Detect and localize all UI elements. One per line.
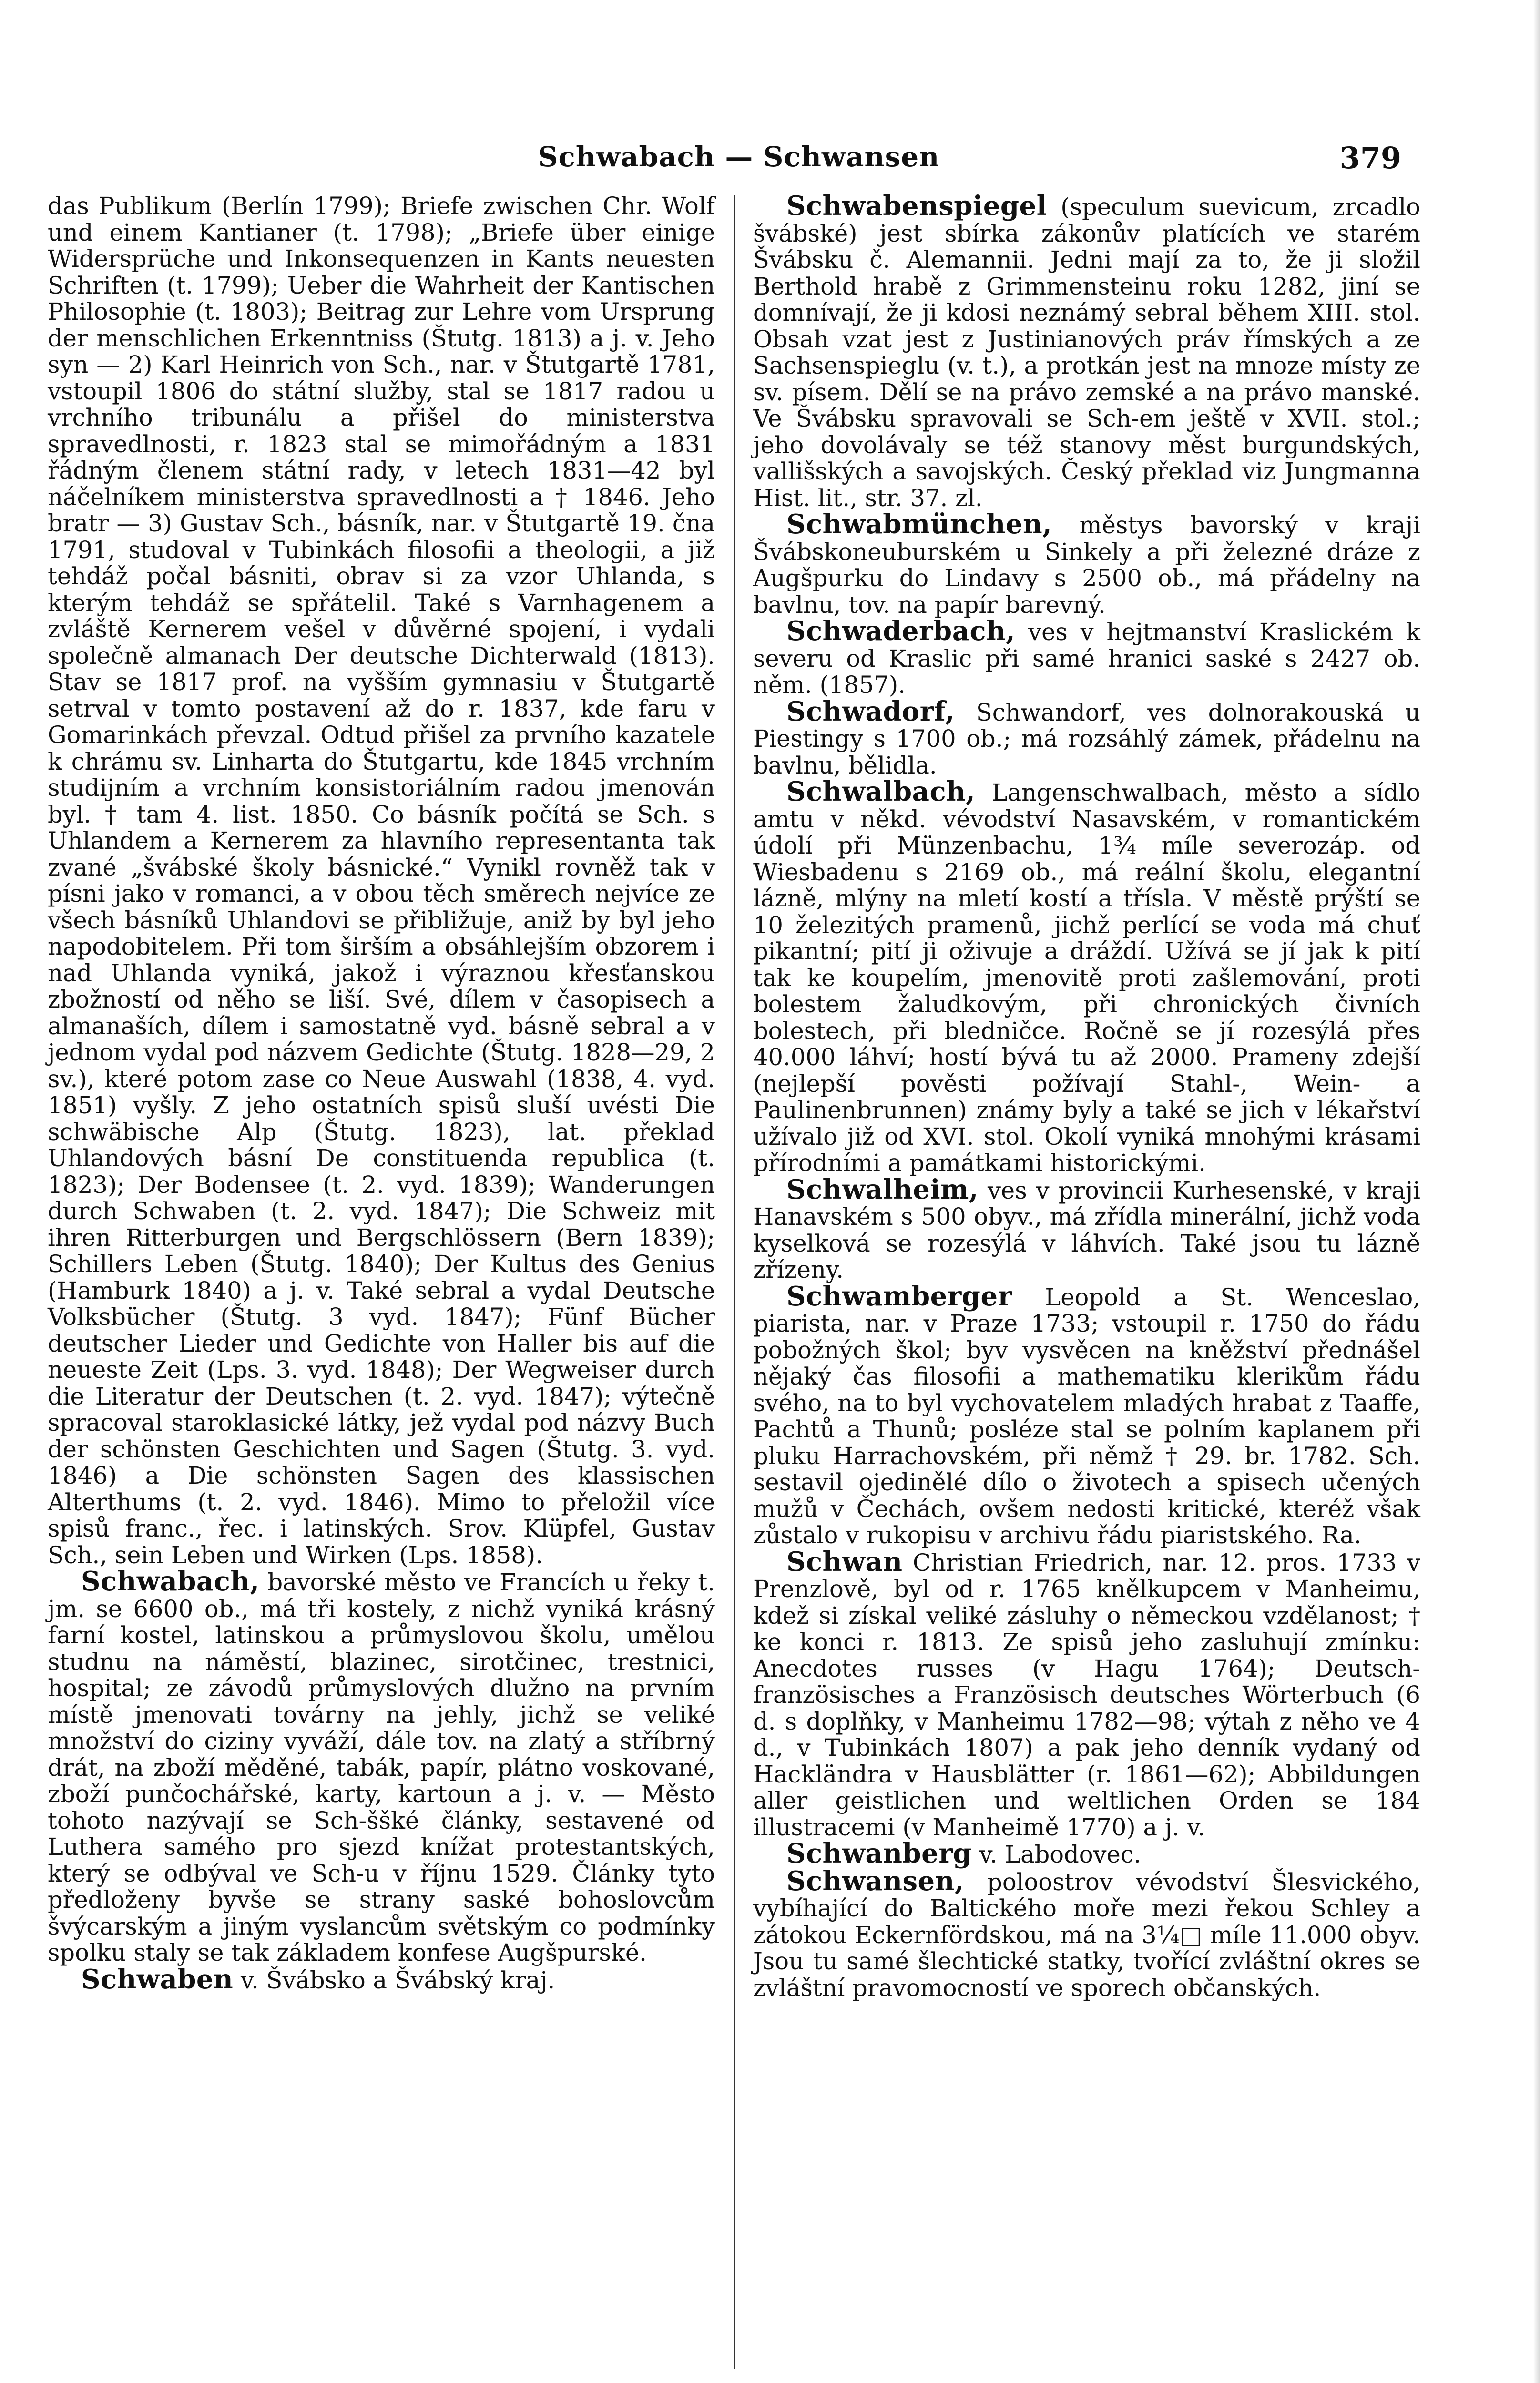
entry-text: poloostrov vévodství Šlesvického, vybíhající do Baltického moře mezi řekou Schley a zátokou Eckernfördskou, má na 3¼□ míle 11.000 obyv. Jsou tu samé šlechtické statky, tvořící zvláštní okres se zvláštní pravomocností ve sporech občanských. [753,1868,1420,2002]
dictionary-entry [753,511,1420,618]
entry-headword: Schwabach, [81,1566,260,1597]
entry-continuation [48,193,715,1568]
entry-headword: Schwan [786,1546,903,1578]
dictionary-entry [753,615,1420,699]
entry-text: Leopold a St. Wenceslao, piarista, nar. v Praze 1733; vstoupil r. 1750 do řádu pobožných škol; byv vysvěcen na kněžství přednášel nějaký čas filosofii a mathematiku klerikům řádu svého, na to byl vychovatelem mladých hrabat z Taaffe, Pachtů a Thunů; posléze stal se polním kaplanem při pluku Harrachovském, při němž † 29. br. 1782. Sch. sestavil ojedinělé dílo o životech a spisech učených mužů v Čechách, ovšem nedosti kritické, kteréž však zůstalo v rukopisu v archivu řádu piaristského. Ra. [753,1283,1420,1549]
entry-text: Schwandorf, ves dolnorakouská u Piestingy s 1700 ob.; má rozsáhlý zámek, přádelnu na bavlnu, bělidla. [753,698,1420,779]
entry-headword: Schwamberger [786,1280,1012,1312]
left-column [48,193,715,1994]
entry-headword: Schwaben [81,1963,234,1995]
entry-headword: Schwalheim, [786,1173,979,1205]
column-divider [734,195,735,2369]
page-header [76,141,1401,188]
dictionary-entry [48,1963,715,1995]
entry-headword: Schwansen, [786,1865,964,1897]
dictionary-entry [753,695,1420,779]
entry-text: městys bavorský v kraji Švábskoneuburském u Sinkely a při železné dráze z Augšpurku do Lindavy s 2500 ob., má přádelny na bavlnu, tov. na papír barevný. [753,511,1420,619]
right-column [753,190,1420,2002]
entry-headword: Schwanberg [786,1838,972,1869]
entry-text: das Publikum (Berlín 1799); Briefe zwischen Chr. Wolf und einem Kantianer (t. 1798); „Briefe über einige Widersprüche und Inkonsequenzen in Kants neuesten Schriften (t. 1799); Ueber die Wahrheit der Kantischen Philosophie (t. 1803); Beitrag zur Lehre vom Ursprung der menschlichen Erkenntniss (Štutg. 1813) a j. v. Jeho syn — 2) Karl Heinrich von Sch., nar. v Štutgartě 1781, vstoupil 1806 do státní služby, stal se 1817 radou u vrchního tribunálu a přišel do ministerstva spravedlnosti, r. 1823 stal se mimořádným a 1831 řádným členem státní rady, v letech 1831—42 byl náčelníkem ministerstva spravedlnosti a † 1846. Jeho bratr — 3) Gustav Sch., básník, nar. v Štutgartě 19. čna 1791, studoval v Tubinkách filosofii a theologii, a již tehdáž počal básniti, obrav si za vzor Uhlanda, s kterým tehdáž se spřátelil. Také s Varnhagenem a zvláště Kernerem vešel v důvěrné spojení, i vydali společně almanach Der deutsche Dichterwald (1813). Stav se 1817 prof. na vyšším gymnasiu v Štutgartě setrval v tomto postavení až do r. 1837, kde faru v Gomarinkách převzal. Odtud přišel za prvního kazatele k chrámu sv. Linharta do Štutgartu, kde 1845 vrchním studijním a vrchním konsistoriálním radou jmenován byl. † tam 4. list. 1850. Co básník počítá se Sch. s Uhlandem a Kernerem za hlavního representanta tak zvané „švábské školy básnické.“ Vynikl rovněž tak v písni jako v romanci, a v obou těch směrech nejvíce ze všech básníků Uhlandovi se přibližuje, aniž by byl jeho napodobitelem. Při tom širším a obsáhlejším obzorem i nad Uhlanda vyniká, jakož i výraznou křesťanskou zbožností od něho se liší. Své, dílem v časopisech a almanaších, dílem i samostatně vyd. básně sebral a v jednom vydal pod názvem Gedichte (Štutg. 1828—29, 2 sv.), které potom zase co Neue Auswahl (1838, 4. vyd. 1851) vyšly. Z jeho ostatních spisů sluší uvésti Die schwäbische Alp (Štutg. 1823), lat. překlad Uhlandových básní De constituenda republica (t. 1823); Der Bodensee (t. 2. vyd. 1839); Wanderungen durch Schwaben (t. 2. vyd. 1847); Die Schweiz mit ihren Ritterburgen und Bergschlössern (Bern 1839); Schillers Leben (Štutg. 1840); Der Kultus des Genius (Hamburk 1840) a j. v. Také sebral a vydal Deutsche Volksbücher (Štutg. 3 vyd. 1847); Fünf Bücher deutscher Lieder und Gedichte von Haller bis auf die neueste Zeit (Lps. 3. vyd. 1848); Der Wegweiser durch die Literatur der Deutschen (t. 2. vyd. 1847); výtečně spracoval staroklasické látky, jež vydal pod názvy Buch der schönsten Geschichten und Sagen (Štutg. 3. vyd. 1846) a Die schönsten Sagen des klassischen Alterthums (t. 2. vyd. 1846). Mimo to přeložil více spisů franc., řec. i latinských. Srov. Klüpfel, Gustav Sch., sein Leben und Wirken (Lps. 1858). [48,192,715,1569]
dictionary-entry [753,1865,1420,2002]
scan-edge-shadow [1533,0,1540,2383]
entry-headword: Schwadorf, [786,695,955,727]
dictionary-entry [753,190,1420,512]
entry-text: ves v provincii Kurhesenské, v kraji Hanavském s 500 obyv., má zřídla minerální, jichž voda kyselková se rozesýlá v láhvích. Také jsou tu lázně zřízeny. [753,1176,1420,1283]
entry-text: Christian Friedrich, nar. 12. pros. 1733 v Prenzlově, byl od r. 1765 knělkupcem v Manheimu, kdež si získal veliké zásluhy o německou vzdělanost; † ke konci r. 1813. Ze spisů jeho zasluhují zmínku: Anecdotes russes (v Hagu 1764); Deutsch-französisches a Französisch deutsches Wörterbuch (6 d. s doplňky, v Manheimu 1782—98; výtah z něho ve 4 d., v Tubinkách 1807) a pak jeho denník vydaný od Hackländra v Hausblätter (r. 1861—62); Abbildungen aller geistlichen und weltlichen Orden se 184 illustracemi (v Manheimě 1770) a j. v. [753,1548,1420,1841]
entry-text: v. Švábsko a Švábský kraj. [233,1966,555,1994]
page-number: 379 [1339,141,1401,175]
entry-text: ves v hejtmanství Kraslickém k severu od Kraslic při samé hranici saské s 2427 ob. něm. (1857). [753,618,1420,699]
running-title: Schwabach — Schwansen [538,141,940,173]
entry-text: Langenschwalbach, město a sídlo amtu v někd. vévodství Nasavském, v romantickém údolí při Münzenbachu, 1¾ míle severozáp. od Wiesbadenu s 2169 ob., má reální školu, elegantní lázně, mlýny na mletí kostí a tříslа. V městě prýští se 10 železitých pramenů, jichž perlící se voda má chuť pikantní; pití ji oživuje a dráždí. Užívá se jí jak k pití tak ke koupelím, jmenovitě proti zašlemování, proti bolestem žaludkovým, při chronických čivních bolestech, při bledničce. Ročně se jí rozesýlá přes 40.000 láhví; hostí bývá tu až 2000. Prameny zdejší (nejlepší pověsti požívají Stahl-, Wein- a Paulinenbrunnen) známy byly a také se jich v lékařství užívalo již od XVI. stol. Okolí vyniká mnohými krásami přírodními a památkami historickými. [753,779,1420,1177]
entry-text: v. Labodovec. [971,1841,1142,1868]
entry-text: bavorské město ve Francích u řeky t. jm. se 6600 ob., má tři kostely, z nichž vyniká krásný farní kostel, latinskou a průmyslovou školu, umělou studnu na náměstí, blazinec, sirotčinec, trestnici, hospital; ze závodů průmyslových dlužno na prvním místě jmenovati továrny na jehly, jichž se veliké množství do ciziny vyváží, dále tov. na zlatý a stříbrný drát, na zboží měděné, tabák, papír, plátno voskované, zboží punčochářské, karty, kartoun a j. v. — Město tohoto nazývají se Sch-ššké články, sestavené od Luthera samého pro sjezd knížat protestantských, který se odbýval ve Sch-u v říjnu 1529. Články tyto předloženy byvše se strany saské bohoslovcům švýcarským a jiným vyslancům světským co podmínky spolku staly se tak základem konfese Augšpurské. [48,1568,715,1966]
entry-headword: Schwaderbach, [786,615,1016,647]
entry-text: (speculum suevicum, zrcadlo švábské) jest sbírka zákonův platících ve starém Švábsku č. Alemannii. Jedni mají za to, že ji složil Berthold hrabě z Grimmensteinu roku 1282, jiní se domnívají, že ji kdosi neznámý sebral během XIII. stol. Obsah vzat jest z Justinianových práv římských a ze Sachsenspieglu (v. t.), a protkán jest na mnoze místy ze sv. písem. Dělí se na právo zemské a na právo manské. Ve Švábsku spravovali se Sch-em ještě v XVII. stol.; jeho dovolávaly se též stanovy měst burgundských, vallišských a savojských. Český překlad viz Jungmanna Hist. lit., str. 37. zl. [753,193,1420,512]
dictionary-entry [48,1568,715,1966]
entry-headword: Schwabenspiegel [786,190,1047,222]
dictionary-entry [753,1173,1420,1283]
dictionary-entry [753,776,1420,1177]
entry-headword: Schwabmünchen, [786,509,1052,540]
dictionary-entry [753,1838,1420,1869]
entry-headword: Schwalbach, [786,776,976,807]
dictionary-entry [753,1546,1420,1841]
dictionary-entry [753,1280,1420,1549]
